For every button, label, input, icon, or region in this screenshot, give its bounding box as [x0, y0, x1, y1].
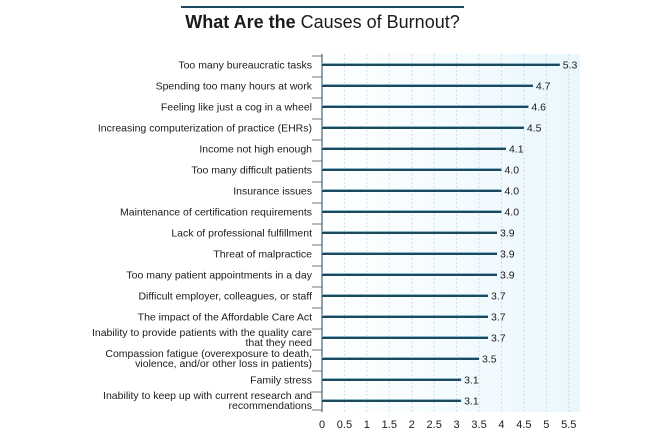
category-label-line: Inability to keep up with current research and — [103, 390, 312, 402]
value-label: 4.1 — [508, 143, 524, 156]
bar-highlight — [322, 231, 497, 232]
category-label: Lack of professional fulfillment — [171, 227, 312, 240]
value-label: 4.0 — [504, 206, 520, 219]
category-label: Maintenance of certification requirements — [119, 206, 312, 219]
bar-highlight — [322, 63, 560, 64]
category-label-line: Compassion fatigue (overexposure to death, — [105, 348, 312, 360]
category-label: Family stress — [250, 374, 312, 387]
x-tick-label: 5 — [543, 419, 550, 431]
bar-highlight — [322, 189, 501, 190]
category-label-line: violence, and/or other loss in patients) — [135, 358, 312, 370]
category-label: Too many patient appointments in a day — [126, 269, 312, 282]
bar-highlight — [322, 399, 461, 400]
x-tick-label: 3.5 — [471, 419, 487, 431]
value-label: 3.9 — [499, 269, 515, 282]
value-label: 3.7 — [491, 311, 506, 324]
bar-highlight — [322, 84, 533, 85]
category-label: Too many bureaucratic tasks — [178, 59, 312, 72]
x-tick-label: 3 — [453, 419, 460, 431]
value-label: 4.0 — [504, 185, 520, 198]
bar-highlight — [322, 315, 488, 316]
x-tick-label: 5.5 — [561, 419, 577, 431]
x-tick-label: 2 — [408, 419, 415, 431]
category-label: The impact of the Affordable Care Act — [137, 311, 312, 324]
chart-title-bold: What Are the — [185, 12, 296, 32]
category-label: Too many difficult patients — [191, 164, 312, 177]
category-label: Threat of malpractice — [213, 248, 312, 261]
bar-highlight — [322, 105, 528, 106]
category-label: Feeling like just a cog in a wheel — [160, 101, 312, 114]
x-tick-label: 2.5 — [426, 419, 442, 431]
value-label: 3.7 — [491, 290, 506, 303]
bar-highlight — [322, 210, 501, 211]
value-label: 3.7 — [491, 332, 506, 345]
chart-title-light: Causes of Burnout? — [300, 12, 460, 32]
value-label: 5.3 — [562, 59, 578, 72]
x-tick-label: 4 — [498, 419, 505, 431]
bar-highlight — [322, 273, 497, 274]
value-label: 3.9 — [499, 227, 515, 240]
x-tick-label: 1.5 — [381, 419, 397, 431]
category-label: Difficult employer, colleagues, or staff — [138, 290, 312, 303]
category-label: Insurance issues — [233, 185, 312, 198]
bar-highlight — [322, 252, 497, 253]
value-label: 3.1 — [464, 395, 479, 408]
category-label-line: Inability to provide patients with the quality care — [91, 327, 312, 339]
bar-highlight — [322, 336, 488, 337]
value-label: 4.5 — [526, 122, 542, 135]
category-label-line: recommendations — [228, 400, 312, 412]
bar-highlight — [322, 357, 479, 358]
value-label: 4.7 — [535, 80, 551, 93]
category-label: Increasing computerization of practice (EHRs) — [97, 122, 312, 135]
value-label: 4.6 — [531, 101, 547, 114]
category-label — [92, 327, 312, 349]
category-label: Spending too many hours at work — [155, 80, 312, 93]
category-label — [105, 348, 312, 370]
value-label: 3.5 — [482, 353, 497, 366]
bar-highlight — [322, 126, 524, 127]
bar-highlight — [322, 168, 501, 169]
x-tick-label: 0 — [318, 419, 326, 431]
category-label — [103, 390, 312, 412]
category-label: Income not high enough — [199, 143, 312, 156]
bar-highlight — [322, 147, 506, 148]
x-tick-label: 1 — [363, 419, 370, 431]
x-tick-label: 0.5 — [336, 419, 353, 431]
category-label-line: that they need — [245, 337, 312, 349]
bar-highlight — [322, 294, 488, 295]
value-label: 3.9 — [499, 248, 515, 261]
bar-highlight — [322, 378, 461, 379]
value-label: 3.1 — [464, 374, 479, 387]
value-label: 4.0 — [504, 164, 520, 177]
x-tick-label: 4.5 — [516, 419, 532, 431]
